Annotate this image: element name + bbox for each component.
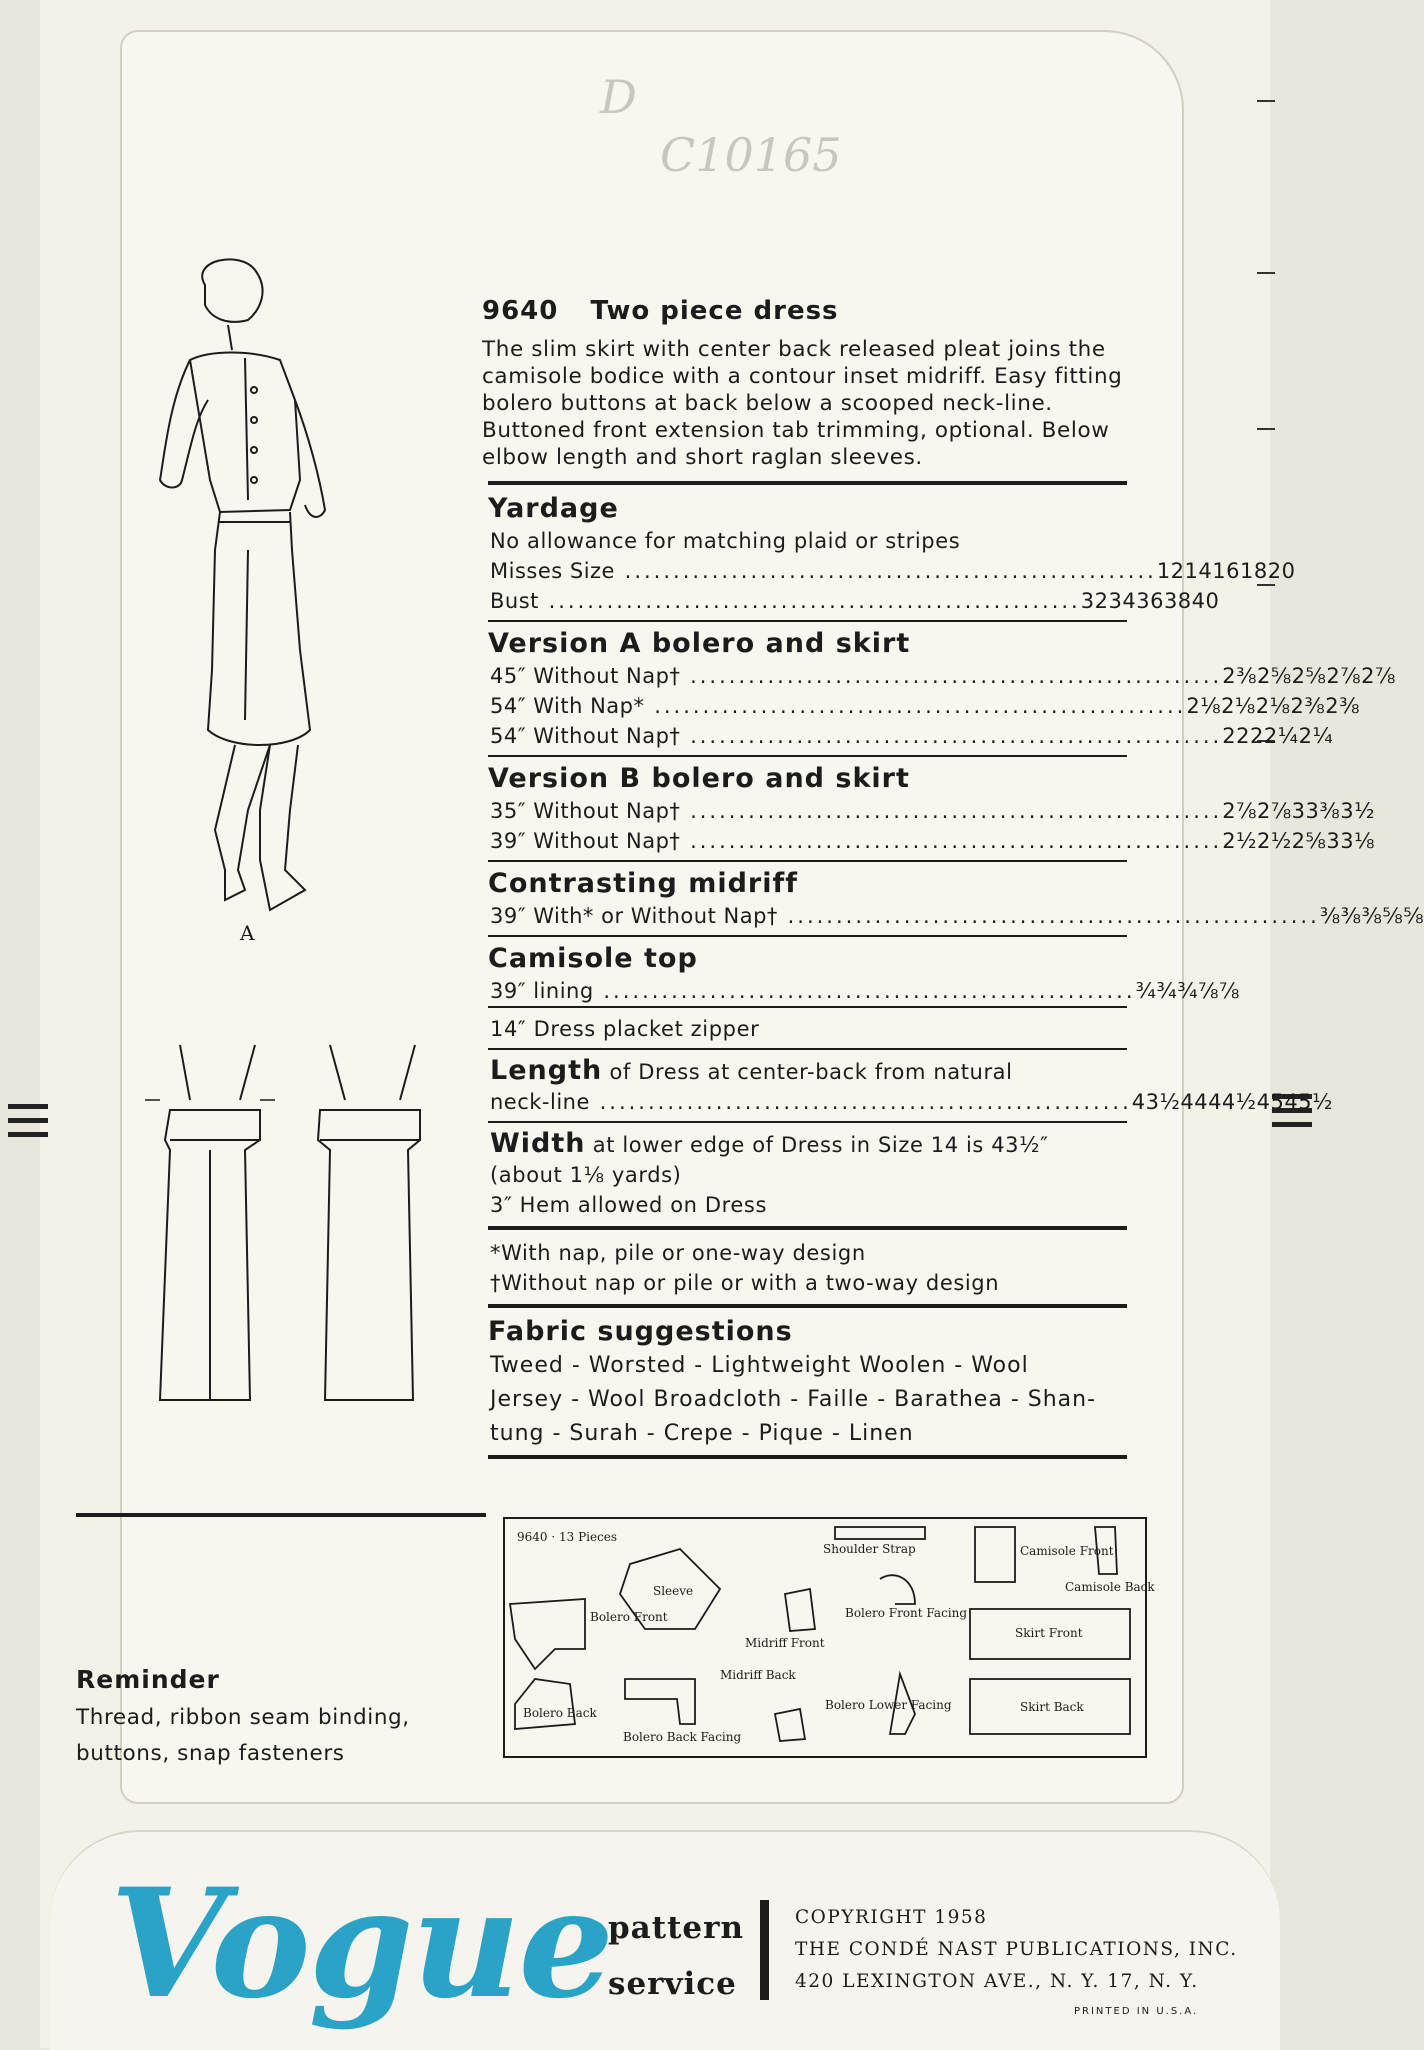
yardage-value: ¾ [1156, 979, 1178, 1003]
pattern-pieces-diagram [503, 1517, 1155, 1758]
edge-tick [1257, 272, 1275, 274]
footnote-no-nap: †Without nap or pile or with a two-way design [490, 1271, 1000, 1295]
version-b-row [490, 826, 1375, 856]
yardage-value: ⅝ [1382, 904, 1404, 928]
piece-label: Bolero Back [523, 1706, 597, 1720]
version-b-heading: Version B bolero and skirt [488, 763, 910, 794]
width-line [490, 1129, 1127, 1160]
bust-value: 32 [1080, 589, 1109, 613]
yardage-value: 2 [1249, 724, 1264, 748]
yardage-value: ⅜ [1319, 904, 1341, 928]
yardage-note: No allowance for matching plaid or stripes [490, 529, 961, 553]
pattern-name: Two piece dress [590, 296, 839, 326]
copyright-block [795, 1902, 1238, 1998]
fabric-width-label: 39″ lining ..... [490, 976, 1136, 1006]
fabric-width-label: 39″ Without Nap† ..... [490, 826, 1222, 856]
yardage-value: 2⅝ [1291, 664, 1327, 688]
figure-illustration [120, 250, 360, 950]
version-a-heading: Version A bolero and skirt [488, 628, 911, 659]
divider [488, 860, 1127, 862]
publisher-text: THE CONDÉ NAST PUBLICATIONS, INC. [795, 1939, 1238, 1960]
divider [488, 620, 1127, 622]
yardage-value: 3 [1326, 829, 1341, 853]
pattern-description: The slim skirt with center back released pleat joins the camisole bodice with a contour inset midriff. Easy fitting bolero buttons at back below a scooped neck-line. Buttoned front extension tab trimming, optional. Below elbow length and short raglan sleeves. [482, 337, 1123, 470]
fabric-width-label: 45″ Without Nap† ..... [490, 661, 1222, 691]
width-heading: Width [490, 1128, 586, 1159]
version-a-row [490, 691, 1360, 721]
version-a-row [490, 661, 1396, 691]
footnote-nap: *With nap, pile or one-way design [490, 1241, 866, 1265]
fabric-line: tung - Surah - Crepe - Pique - Linen [490, 1421, 914, 1446]
size-value: 14 [1184, 559, 1213, 583]
camisole-heading: Camisole top [488, 943, 698, 974]
vogue-logo: Vogue [110, 1856, 613, 2032]
piece-label: Midriff Front [745, 1636, 825, 1650]
pattern-service-line: service [608, 1966, 737, 2002]
divider [488, 1455, 1127, 1459]
sizes-row [490, 556, 1296, 586]
yardage-value: 2⅞ [1222, 799, 1257, 823]
yardage-value: 3⅛ [1340, 829, 1375, 853]
hem-note: 3″ Hem allowed on Dress [490, 1193, 767, 1217]
yardage-value: 2¼ [1298, 724, 1334, 748]
yardage-value: 2⅞ [1326, 664, 1362, 688]
divider [488, 1304, 1127, 1308]
yardage-value: 2⅜ [1222, 664, 1257, 688]
piece-label: Skirt Back [1020, 1700, 1084, 1714]
bust-row [490, 586, 1220, 616]
width-line-2: (about 1⅛ yards) [490, 1163, 682, 1187]
piece-label: Midriff Back [720, 1668, 796, 1682]
length-heading: Length [490, 1055, 603, 1086]
piece-label: Skirt Front [1015, 1626, 1083, 1640]
size-value: 16 [1212, 559, 1241, 583]
fabric-width-label: 54″ With Nap* ..... [490, 691, 1186, 721]
piece-label: Bolero Front [590, 1610, 668, 1624]
left-fold-mark [8, 1104, 48, 1146]
piece-label: Camisole Back [1065, 1580, 1155, 1594]
yardage-value: 2 [1222, 724, 1237, 748]
yardage-value: 2⅞ [1256, 799, 1292, 823]
brand-divider [760, 1900, 769, 2000]
version-b-row [490, 796, 1375, 826]
piece-label: Sleeve [653, 1584, 694, 1598]
yardage-value: 2⅝ [1291, 829, 1327, 853]
divider [488, 935, 1127, 937]
sizes-label: Misses Size ..... [490, 556, 1157, 586]
pattern-number: 9640 [482, 296, 559, 326]
copyright-text: COPYRIGHT 1958 [795, 1907, 988, 1928]
yardage-value: 3 [1291, 799, 1306, 823]
bust-label: Bust ..... [490, 586, 1081, 616]
divider [488, 1006, 1127, 1008]
pieces-title: 9640 · 13 Pieces [517, 1530, 618, 1544]
pattern-info [482, 296, 1424, 1467]
yardage-value: 2⅜ [1325, 694, 1360, 718]
midriff-row [490, 901, 1424, 931]
edge-tick [1257, 100, 1275, 102]
fabric-width-label: 54″ Without Nap† ..... [490, 721, 1222, 751]
midriff-heading: Contrasting midriff [488, 868, 798, 899]
yardage-value: 2¼ [1263, 724, 1299, 748]
address-text: 420 LEXINGTON AVE., N. Y. 17, N. Y. [795, 1971, 1199, 1992]
yardage-value: 2½ [1222, 829, 1257, 853]
yardage-heading: Yardage [488, 493, 619, 524]
bust-value: 36 [1136, 589, 1164, 613]
divider [488, 1121, 1127, 1123]
reminder-line: buttons, snap fasteners [76, 1741, 345, 1766]
piece-label: Shoulder Strap [823, 1542, 916, 1556]
piece-label: Bolero Lower Facing [825, 1698, 952, 1712]
length-value: 45½ [1284, 1090, 1333, 1114]
pattern-service [608, 1900, 744, 2012]
edge-tick [1257, 428, 1275, 430]
divider [76, 1513, 486, 1517]
length-row [490, 1087, 1333, 1117]
version-a-row [490, 721, 1334, 751]
pencil-note: C10165 [660, 128, 842, 182]
printed-note: PRINTED IN U.S.A. [1074, 2006, 1199, 2017]
yardage-value: 3½ [1340, 799, 1375, 823]
yardage-value: 3⅜ [1305, 799, 1341, 823]
width-text: at lower edge of Dress in Size 14 is 43½″ [592, 1133, 1049, 1157]
yardage-value: 2 [1236, 724, 1250, 748]
pattern-title [482, 296, 1127, 326]
yardage-value: 2⅛ [1255, 694, 1291, 718]
bust-value: 34 [1108, 589, 1137, 613]
reminder-section [76, 1665, 496, 1772]
yardage-value: 2⅛ [1221, 694, 1256, 718]
yardage-value: ⅞ [1218, 979, 1240, 1003]
yardage-value: 2½ [1256, 829, 1292, 853]
yardage-value: ⅜ [1361, 904, 1383, 928]
yardage-value: ¾ [1177, 979, 1199, 1003]
length-value: 43½ [1131, 1090, 1181, 1114]
fabric-heading: Fabric suggestions [488, 1316, 793, 1347]
length-text: of Dress at center-back from natural [609, 1060, 1013, 1084]
divider [488, 1226, 1127, 1230]
flat-sketches [140, 1040, 440, 1410]
fabric-width-label: 39″ With* or Without Nap† ..... [490, 901, 1320, 931]
size-value: 12 [1156, 559, 1185, 583]
fabric-line: Jersey - Wool Broadcloth - Faille - Barathea - Shan- [490, 1387, 1097, 1412]
divider [488, 481, 1127, 485]
yardage-value: ⅜ [1340, 904, 1362, 928]
bust-value: 38 [1163, 589, 1192, 613]
piece-label: Bolero Front Facing [845, 1606, 968, 1620]
yardage-value: ¾ [1135, 979, 1157, 1003]
length-value: 44 [1180, 1090, 1209, 1114]
reminder-heading: Reminder [76, 1665, 220, 1694]
divider [488, 1048, 1127, 1050]
divider [488, 755, 1127, 757]
bust-value: 40 [1191, 589, 1220, 613]
yardage-value: 2⅛ [1186, 694, 1222, 718]
pattern-service-line: pattern [608, 1910, 744, 1946]
size-value: 20 [1267, 559, 1296, 583]
piece-label: Bolero Back Facing [623, 1730, 742, 1744]
zipper-note: 14″ Dress placket zipper [490, 1017, 760, 1041]
yardage-value: 2⅝ [1256, 664, 1292, 688]
length-value: 45 [1256, 1090, 1285, 1114]
yardage-value: 2⅜ [1290, 694, 1326, 718]
size-value: 18 [1240, 559, 1268, 583]
yardage-value: 2⅞ [1361, 664, 1396, 688]
version-a-label: A [240, 921, 255, 945]
length-value: 44½ [1208, 1090, 1257, 1114]
yardage-value: ⅞ [1198, 979, 1219, 1003]
fabric-line: Tweed - Worsted - Lightweight Woolen - Wool [490, 1353, 1029, 1378]
fabric-width-label: 35″ Without Nap† ..... [490, 796, 1222, 826]
camisole-row [490, 976, 1240, 1006]
length-line [490, 1056, 1127, 1087]
piece-label: Camisole Front [1020, 1544, 1114, 1558]
pencil-note: D [600, 70, 637, 124]
yardage-value: ⅝ [1403, 904, 1424, 928]
length-label: neck-line ..... [490, 1087, 1132, 1117]
reminder-line: Thread, ribbon seam binding, [76, 1705, 410, 1730]
